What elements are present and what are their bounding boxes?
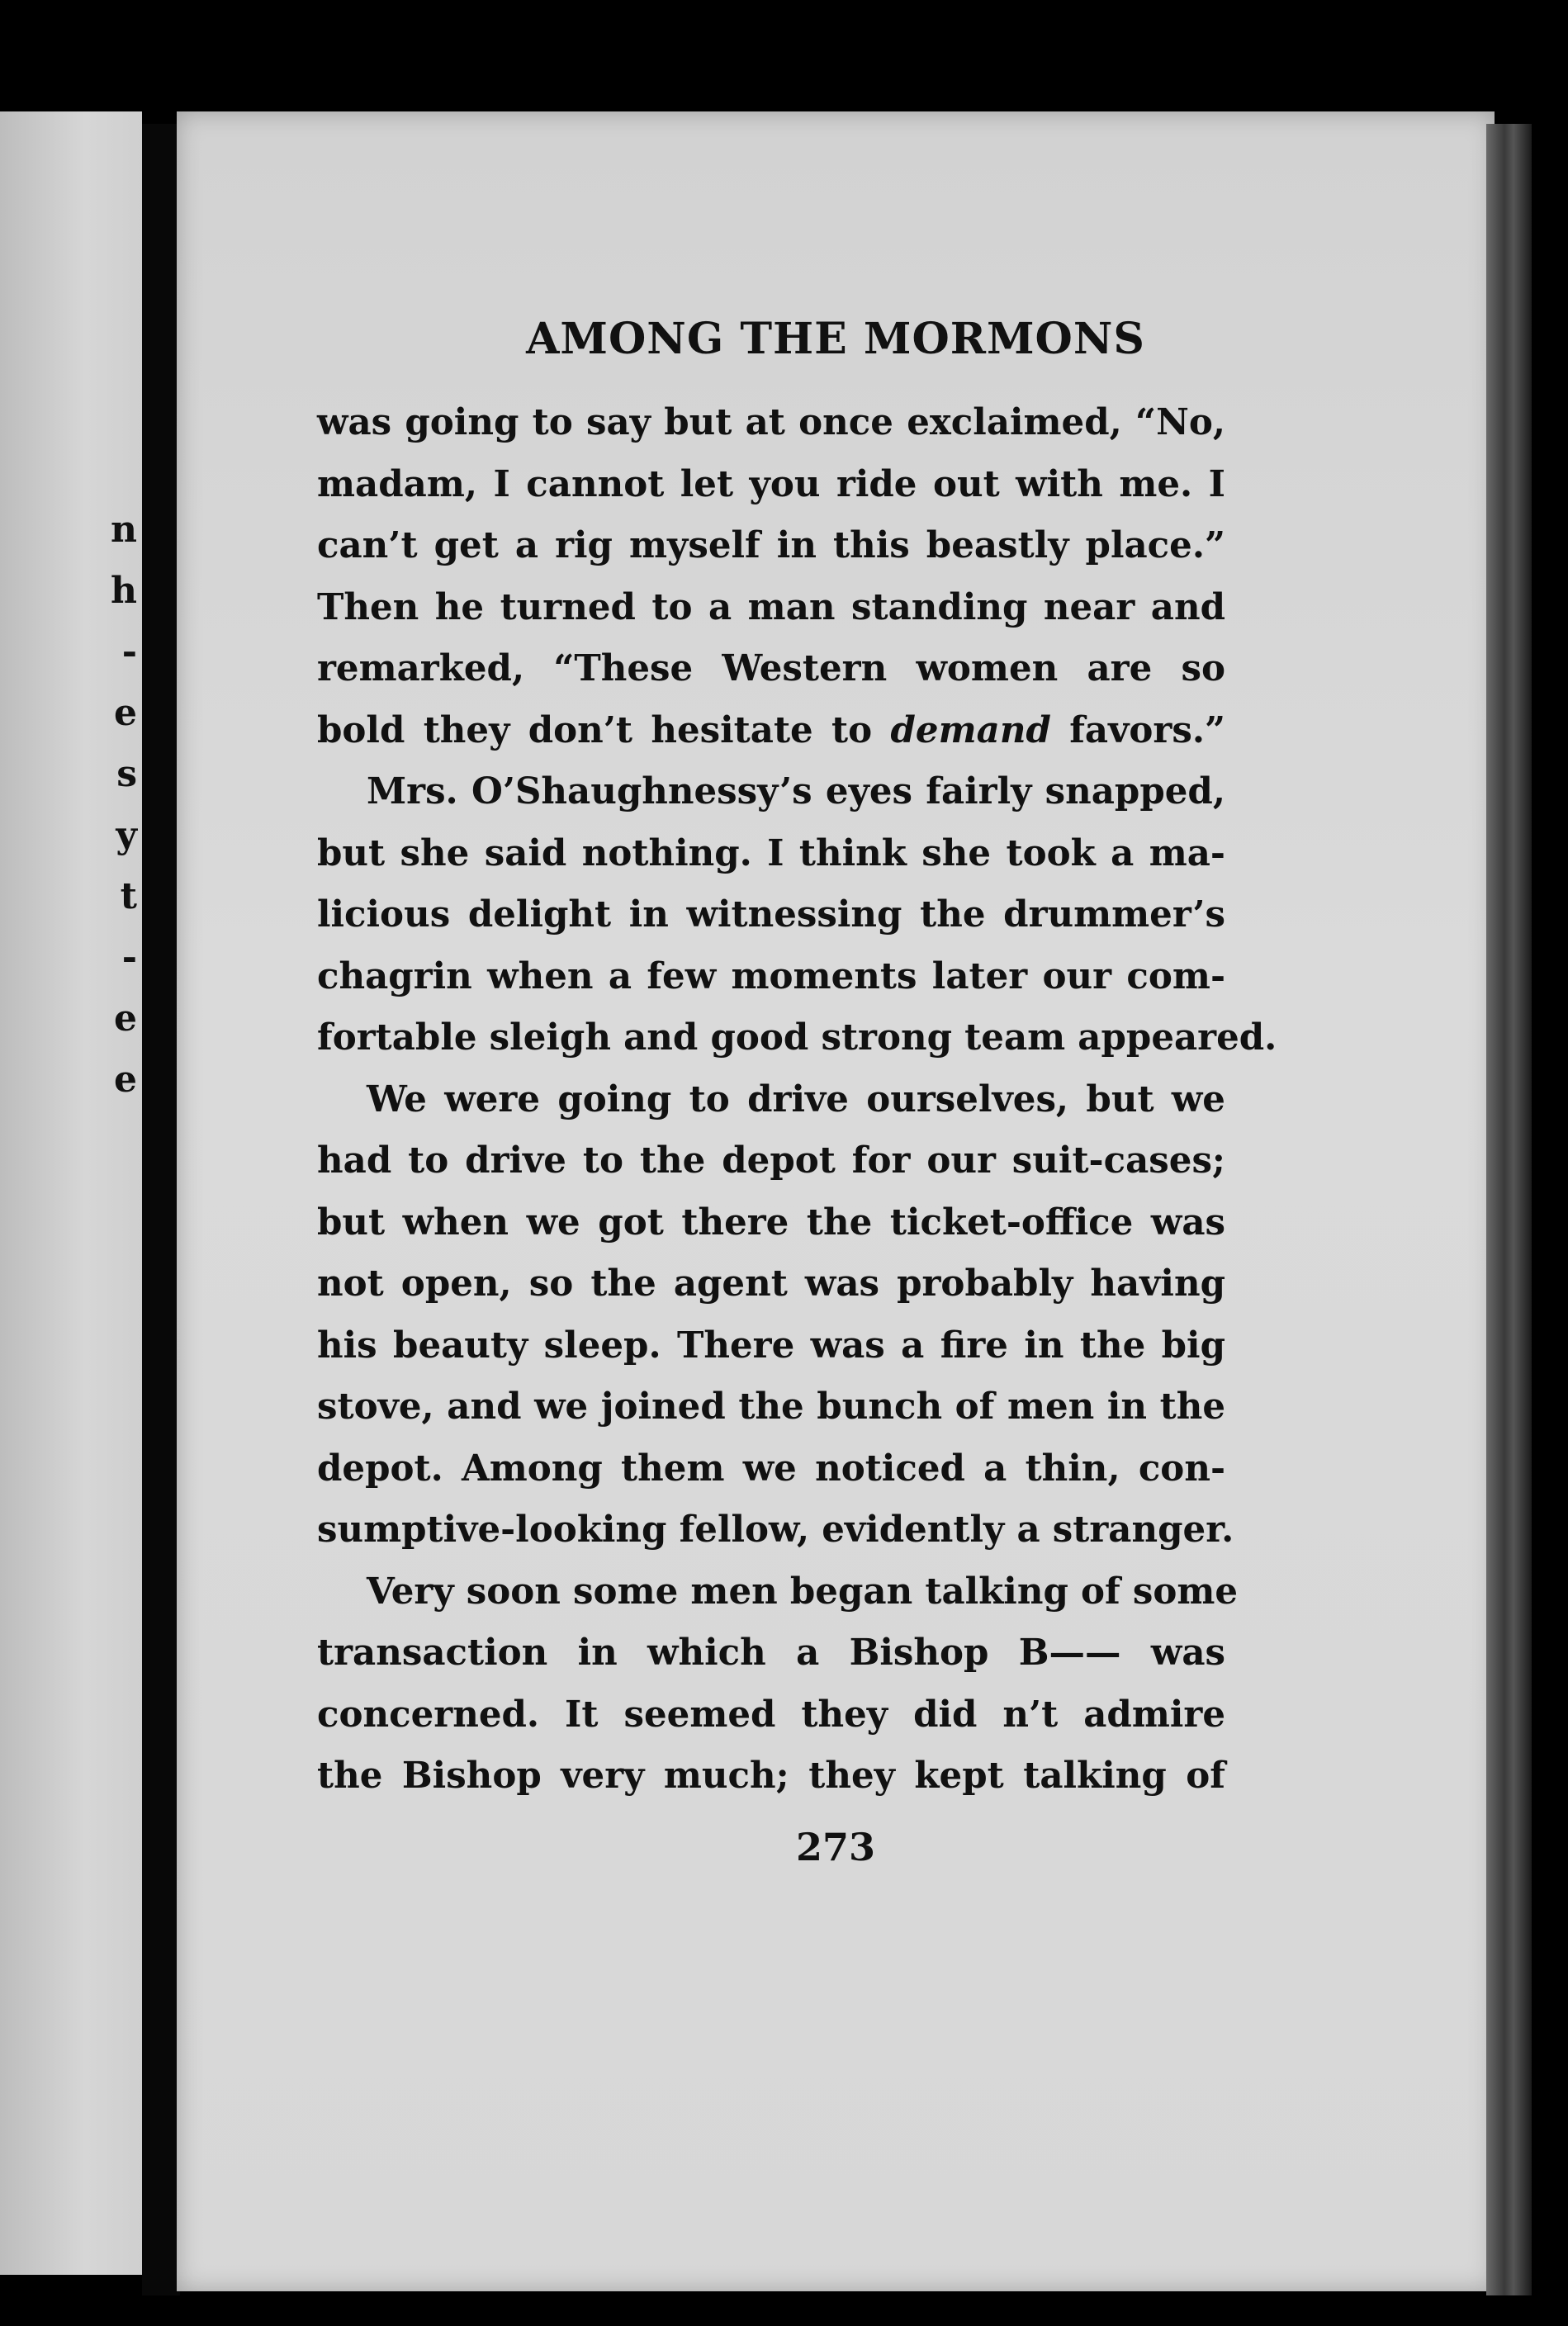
italic-word: demand	[890, 708, 1051, 751]
text-line: the Bishop very much; they kept talking of	[317, 1755, 1225, 1797]
text-line: fortable sleigh and good strong team appeared.	[317, 1016, 1277, 1059]
text-line: can’t get a rig myself in this beastly place.”	[317, 524, 1225, 566]
left-fragment: n	[111, 509, 137, 551]
text-line: concerned. It seemed they did n’t admire	[317, 1693, 1225, 1736]
text-line: Then he turned to a man standing near and	[317, 585, 1225, 628]
text-line: Mrs. O’Shaughnessy’s eyes fairly snapped,	[367, 770, 1225, 812]
page-body-text	[317, 392, 1277, 1807]
text-line: chagrin when a few moments later our com-	[317, 955, 1225, 997]
page-number: 273	[795, 1825, 876, 1869]
book-spine-gutter	[142, 124, 180, 2295]
text-line: stove, and we joined the bunch of men in the	[317, 1386, 1225, 1428]
left-fragment: t	[120, 875, 137, 917]
text-line: sumptive-looking fellow, evidently a stranger.	[317, 1509, 1234, 1551]
text-line: transaction in which a Bishop B—— was	[317, 1632, 1225, 1674]
left-fragment: s	[116, 753, 137, 795]
text-line: but when we got there the ticket-office was	[317, 1201, 1225, 1244]
text-line: depot. Among them we noticed a thin, con-	[317, 1447, 1225, 1490]
left-fragment: y	[116, 814, 137, 856]
text-line: remarked, “These Western women are so	[317, 647, 1225, 689]
text-line: not open, so the agent was probably having	[317, 1262, 1225, 1305]
text-line: We were going to drive ourselves, but we	[367, 1078, 1225, 1120]
book-page	[177, 111, 1495, 2291]
text-line: had to drive to the depot for our suit-cases;	[317, 1139, 1225, 1182]
text-line: Very soon some men began talking of some	[367, 1570, 1239, 1613]
left-fragment: e	[114, 1059, 137, 1101]
text-line-end: favors.”	[1069, 708, 1225, 751]
left-fragment: e	[114, 692, 137, 734]
text-line: was going to say but at once exclaimed, “No,	[317, 401, 1225, 443]
text-line: licious delight in witnessing the drummer’s	[317, 893, 1225, 936]
text-line: madam, I cannot let you ride out with me. I	[317, 462, 1225, 505]
left-fragment: -	[121, 631, 137, 673]
text-line: his beauty sleep. There was a fire in the big	[317, 1324, 1225, 1367]
page-stack-edge	[1486, 124, 1532, 2295]
left-fragment: -	[121, 936, 137, 978]
left-page-edge	[0, 111, 142, 2275]
left-fragment: h	[111, 570, 137, 612]
text-line-start: bold they don’t hesitate to	[317, 708, 873, 751]
left-page-text-fragments	[104, 500, 137, 1111]
left-fragment: e	[114, 997, 137, 1040]
text-line: but she said nothing. I think she took a ma-	[317, 831, 1225, 874]
text-line-with-italic	[317, 700, 1225, 762]
running-head: AMONG THE MORMONS	[526, 314, 1145, 364]
